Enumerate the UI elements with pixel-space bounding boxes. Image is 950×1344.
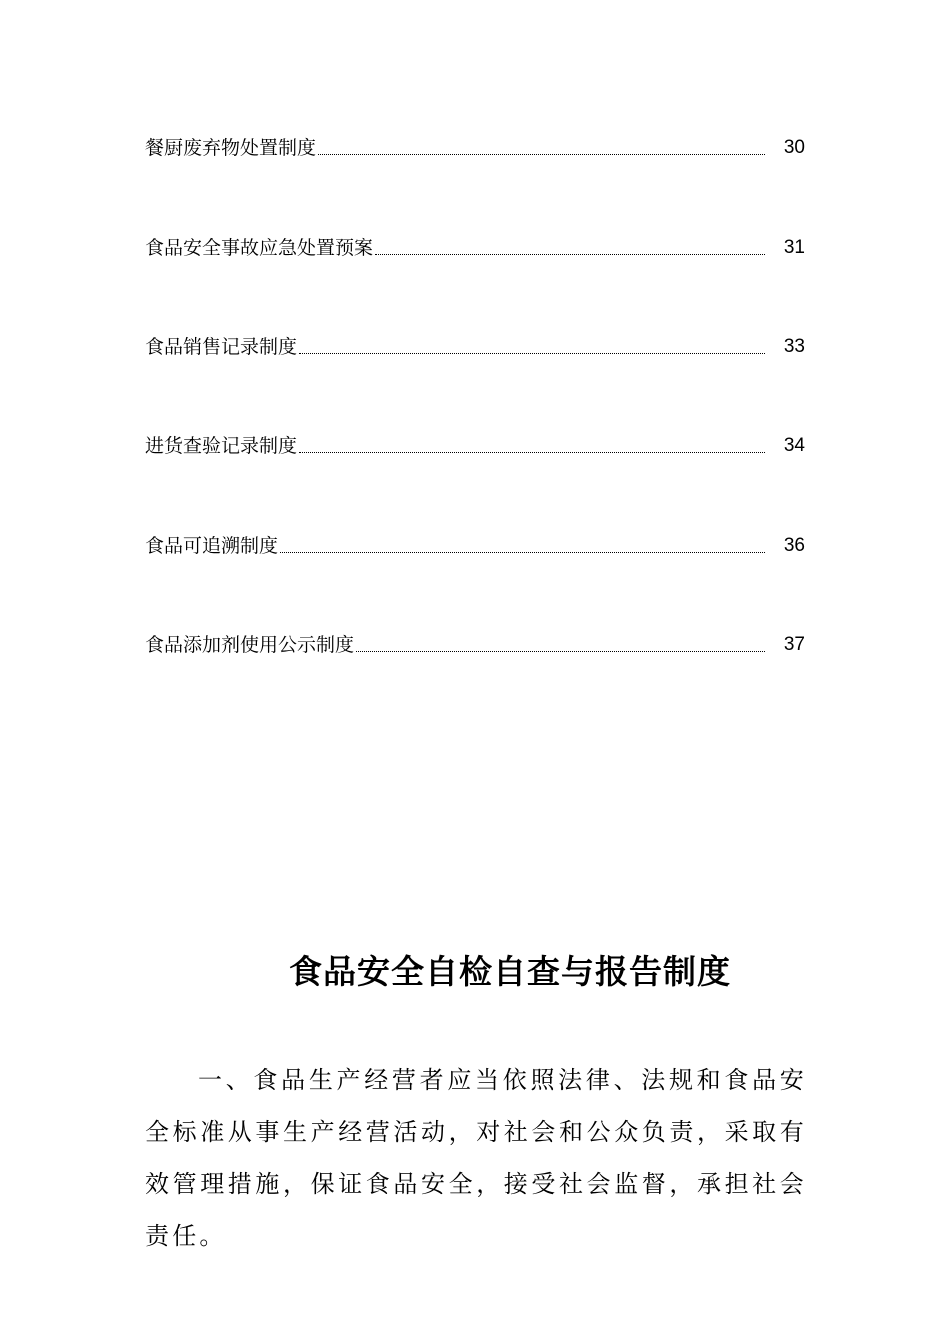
toc-entry-title: 食品销售记录制度: [145, 336, 298, 358]
toc-entry-page-number: 34: [783, 435, 805, 456]
toc-entry[interactable]: [145, 627, 805, 657]
toc-entry-title: 食品安全事故应急处置预案: [145, 237, 374, 259]
toc-entry-page-number: 31: [783, 237, 805, 258]
toc-entry-page-number: 33: [783, 336, 805, 357]
toc-entry-title: 食品可追溯制度: [145, 535, 279, 557]
document-title: 食品安全自检自查与报告制度: [289, 952, 731, 991]
toc-entry-page-number: 30: [783, 137, 805, 158]
toc-entry-title: 餐厨废弃物处置制度: [145, 137, 317, 159]
body-paragraph: 一、食品生产经营者应当依照法律、法规和食品安全标准从事生产经营活动，对社会和公众负责，采取有效管理措施，保证食品安全，接受社会监督，承担社会责任。: [145, 1066, 807, 1250]
toc-entry-title: 食品添加剂使用公示制度: [145, 634, 355, 656]
toc-entry[interactable]: [145, 528, 805, 558]
toc-entry[interactable]: [145, 428, 805, 458]
toc-dot-leader: [318, 153, 765, 155]
toc-entry-page-number: 36: [783, 535, 805, 556]
toc-dot-leader: [280, 551, 765, 553]
toc-dot-leader: [356, 650, 765, 652]
toc-dot-leader: [299, 352, 765, 354]
toc-entry-title: 进货查验记录制度: [145, 435, 298, 457]
toc-entry[interactable]: [145, 230, 805, 260]
toc-entry[interactable]: [145, 329, 805, 359]
toc-entry[interactable]: [145, 130, 805, 160]
toc-dot-leader: [375, 253, 765, 255]
toc-dot-leader: [299, 451, 765, 453]
toc-entry-page-number: 37: [783, 634, 805, 655]
